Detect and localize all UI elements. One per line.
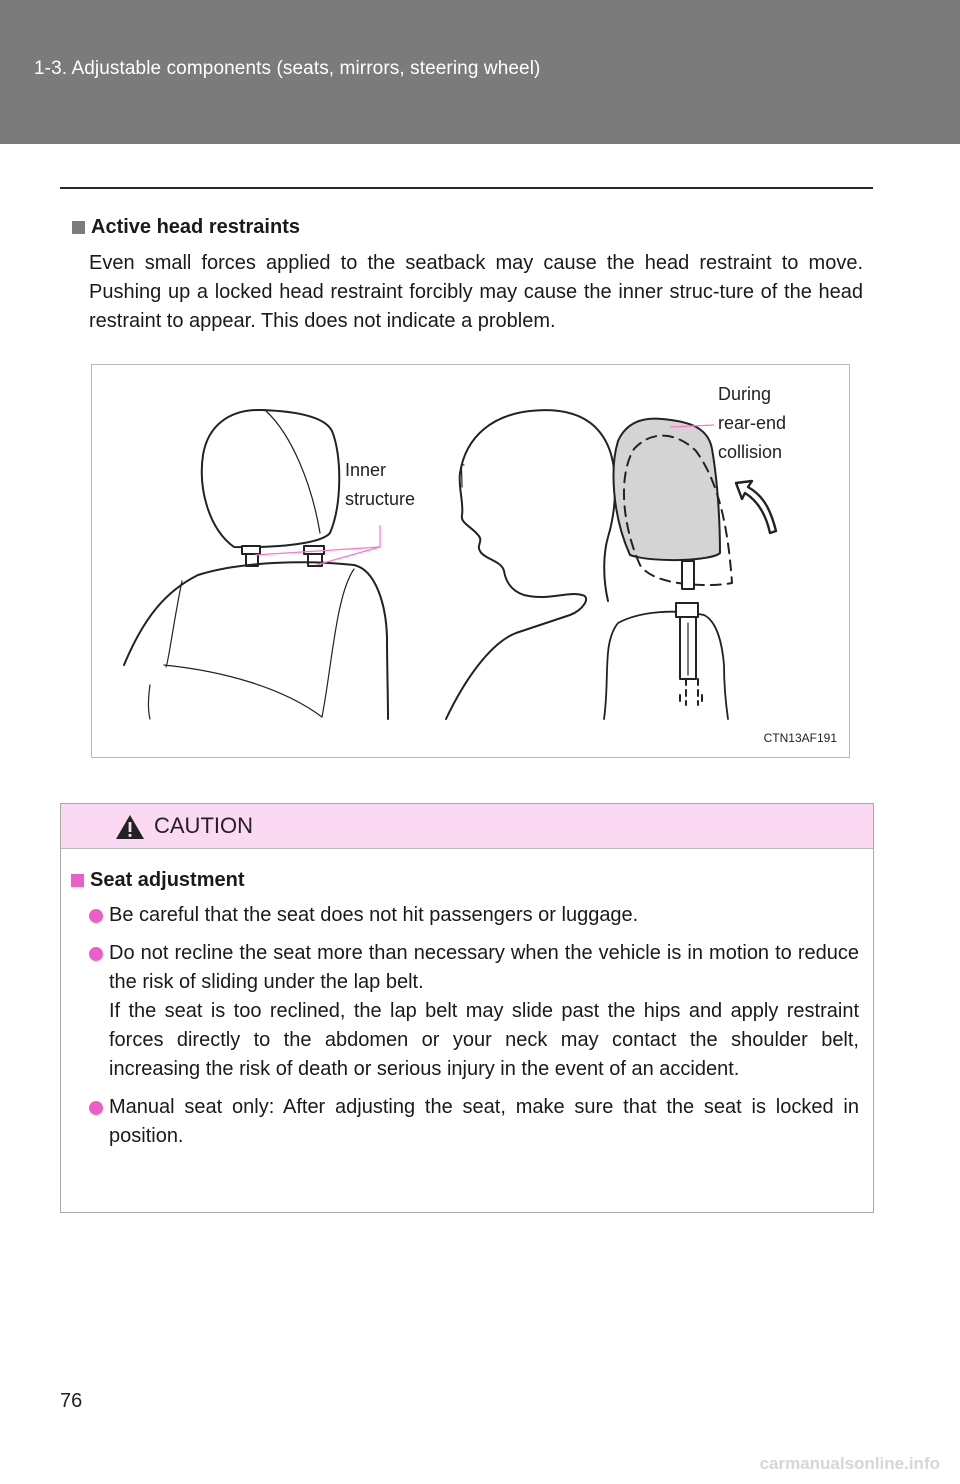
watermark: carmanualsonline.info [759, 1454, 940, 1473]
list-item-extra-text: If the seat is too reclined, the lap belt may slide past the hips and apply restraint forces directly to the abdomen or your neck may contact the shoulder belt, increasing the risk of death or serious injury in the event of an accident. [109, 1000, 859, 1080]
pink-dot-bullet-icon [89, 909, 103, 923]
active-head-restraints-section [72, 216, 872, 336]
page-number: 76 [60, 1390, 83, 1412]
motion-arrow [736, 481, 776, 533]
caution-body [61, 849, 873, 1151]
head-restraint-illustration [91, 364, 850, 758]
section-heading-text: Active head restraints [91, 216, 300, 238]
rear-end-collision-label: During rear-end collision [718, 384, 787, 462]
header-band [0, 0, 960, 144]
person-silhouette [446, 410, 615, 719]
square-bullet-icon [72, 221, 85, 234]
warning-triangle-icon [115, 814, 145, 840]
caution-header [61, 804, 873, 849]
caution-list [71, 901, 859, 1151]
inner-structure-label: Inner structure [345, 460, 416, 509]
section-body-text: Even small forces applied to the seatback may cause the head restraint to move. Pushing up a locked head restraint forcibly may cause the inner struc-ture of the head restraint to appear. This does not indicate a problem. [89, 252, 863, 332]
list-item-text: Manual seat only: After adjusting the seat, make sure that the seat is locked in position. [109, 1096, 859, 1147]
seat-adjustment-heading-text: Seat adjustment [90, 869, 245, 891]
seat-adjustment-heading [71, 869, 859, 892]
list-item [71, 901, 859, 930]
list-item [71, 939, 859, 1084]
figure-code: CTN13AF191 [763, 731, 837, 745]
header-rule [60, 187, 873, 189]
head-restraint-gray [614, 419, 720, 560]
section-title: 1-3. Adjustable components (seats, mirrors, steering wheel) [34, 58, 541, 79]
list-item-text: Do not recline the seat more than necessary when the vehicle is in motion to reduce the risk of sliding under the lap belt. [109, 942, 859, 993]
leader-line-inner [316, 525, 380, 565]
pink-dot-bullet-icon [89, 1101, 103, 1115]
section-heading [72, 216, 872, 239]
pink-dot-bullet-icon [89, 947, 103, 961]
list-item [71, 1093, 859, 1151]
list-item-text: Be careful that the seat does not hit passengers or luggage. [109, 904, 639, 926]
caution-box [60, 803, 874, 1213]
seatback-outline [124, 562, 388, 719]
pink-square-bullet-icon [71, 874, 84, 887]
caution-title: CAUTION [154, 813, 253, 838]
